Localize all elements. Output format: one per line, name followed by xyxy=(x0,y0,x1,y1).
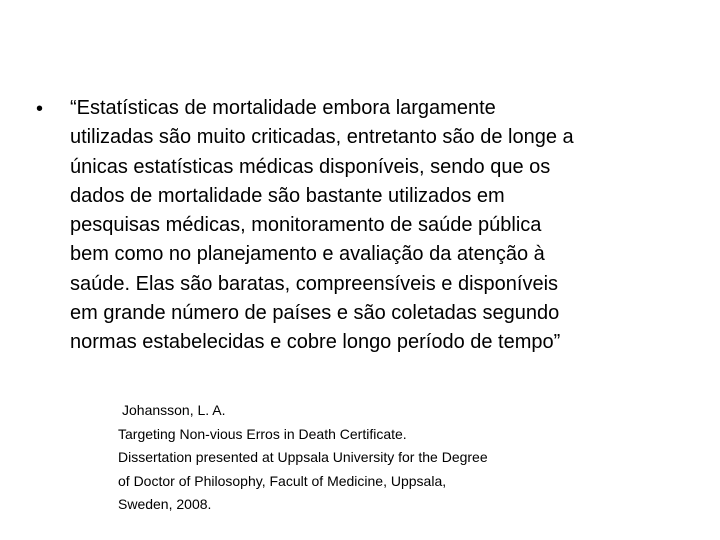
citation-line: Sweden, 2008. xyxy=(118,496,212,512)
citation xyxy=(118,399,678,517)
quote-bullet xyxy=(36,94,696,358)
citation-title: Targeting Non-vious Erros in Death Certificate. xyxy=(118,425,407,442)
quote-text: “Estatísticas de mortalidade embora largamente utilizadas são muito criticadas, entretanto são de longe a únicas estatísticas médicas disponíveis, sendo que os dados de mortalidade são bastante utilizados em pesquisas médicas, monitoramento de saúde pública bem como no planejamento e avaliação da atenção à saúde. Elas são baratas, compreensíveis e disponíveis em grande número de países e são coletadas segundo normas estabelecidas e cobre longo período de tempo” xyxy=(70,97,574,354)
bullet-marker: • xyxy=(36,98,44,120)
citation-author: Johansson, L. A. xyxy=(122,402,226,418)
citation-line: of Doctor of Philosophy, Facult of Medicine, Uppsala, xyxy=(118,472,447,489)
citation-line: Dissertation presented at Uppsala University for the Degree xyxy=(118,449,488,465)
